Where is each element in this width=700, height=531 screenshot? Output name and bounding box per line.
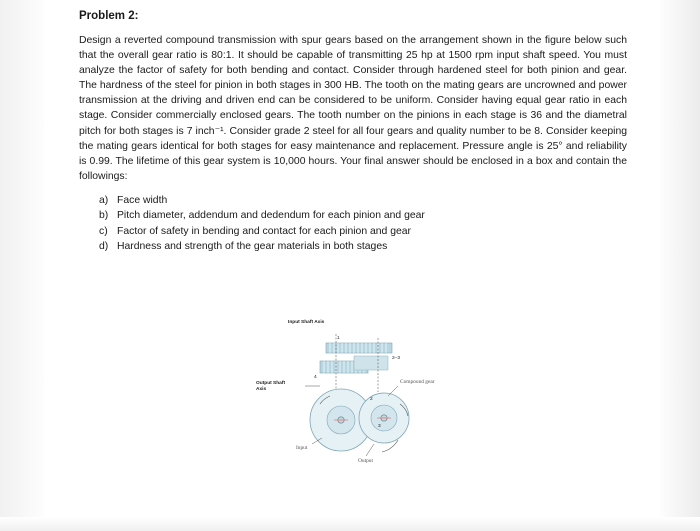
list-item [99, 208, 627, 224]
list-marker: a) [99, 194, 109, 206]
list-marker: c) [99, 225, 108, 237]
statement-line: The tooth on the mating gears are uncrowned and power transmission at the driving and driven end can [79, 80, 627, 107]
output-axis-label: Output Shaft Axis [256, 381, 286, 392]
input-axis-label: Input Shaft Axis [288, 320, 325, 325]
statement-line: stages is 7 inch⁻¹. Consider grade 2 steel for all four gears and quality number to be 8. Consider keeping [142, 125, 628, 137]
list-item-text: Face width [117, 194, 168, 206]
gear-train-figure [250, 312, 470, 472]
gear-number-label: 4 [314, 375, 317, 380]
input-label: Input [296, 445, 308, 451]
list-marker: b) [99, 210, 109, 222]
list-item [99, 224, 627, 240]
output-label: Output [358, 458, 373, 464]
gear-number-label: 3 [378, 424, 381, 429]
statement-line: Design a reverted compound transmission with spur gears based on the arrangement shown in the figure [79, 35, 571, 46]
statement-line: be considered to be uniform. Consider having equal gear ratio in each stage. Consider commercially [79, 95, 628, 122]
requirements-list [79, 193, 627, 255]
list-item-text: Hardness and strength of the gear materials in both stages [117, 241, 388, 253]
statement-line: hardened steel for both pinion and gear. The hardness of the steel for pinion in both stages in 300 HB. [79, 65, 627, 92]
problem-statement [79, 33, 627, 184]
statement-line: and reliability is 0.99. The lifetime of this gear system is 10,000 hours. Your final answer should be [79, 140, 627, 167]
gear-number-label: 1 [337, 336, 340, 341]
statement-line: the mating gears identical for both stages for easy maintenance and replacement. Pressure angle is 25° [79, 140, 563, 152]
output-leader [366, 444, 374, 456]
list-marker: d) [99, 241, 109, 253]
problem-title: Problem 2: [79, 10, 139, 22]
statement-line: enclosed in a box and contain the followings: [79, 155, 627, 182]
statement-line: shaft speed. You must analyze the factor of safety for both bending and contact. Consider through [79, 50, 627, 77]
problem-document [79, 8, 627, 255]
compound-gear-lower-side [354, 356, 388, 370]
compound-gear-label: Compound gear [400, 379, 435, 385]
list-item [99, 239, 627, 255]
list-item [99, 193, 627, 209]
statement-line: below such that the overall gear ratio is 80:1. It should be capable of transmitting 25 hp at 1500 rpm input [79, 35, 628, 62]
page-edge-right [660, 0, 700, 531]
gear-number-label: 2 [370, 397, 373, 402]
statement-line: enclosed gears. The tooth number on the pinions in each stage is 36 and the diametral pitch for both [79, 110, 627, 137]
page-edge-bottom [0, 517, 700, 531]
list-item-text: Factor of safety in bending and contact for each pinion and gear [117, 225, 412, 237]
page-edge-left [0, 0, 44, 531]
list-item-text: Pitch diameter, addendum and dedendum for each pinion and gear [117, 210, 425, 222]
gear-number-label: 2–3 [392, 356, 401, 361]
